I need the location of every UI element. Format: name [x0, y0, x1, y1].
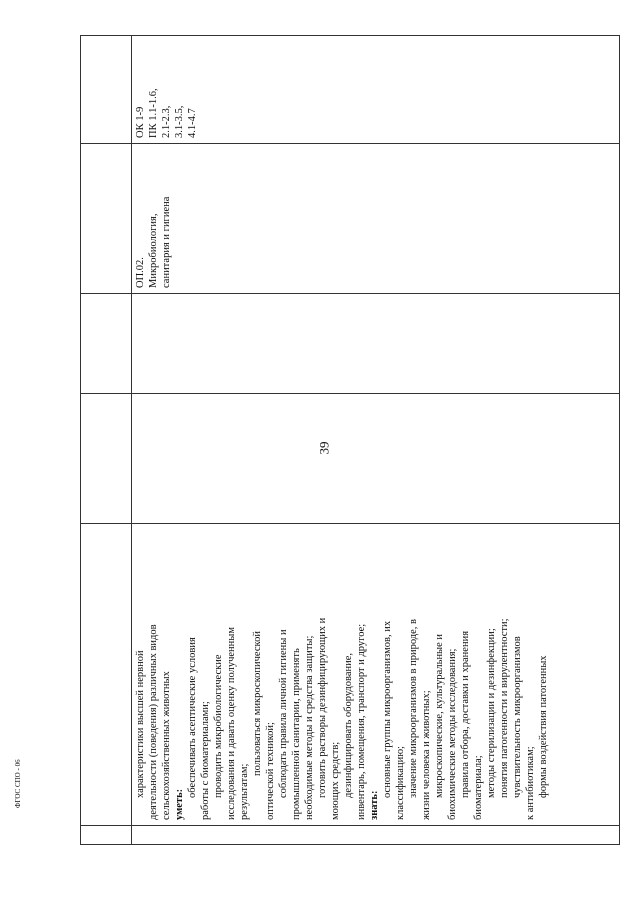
competency-table [80, 35, 620, 845]
discipline-name-line: санитария и гигиена [161, 196, 172, 288]
competencies-cell [134, 88, 199, 138]
skills-line: промышленной санитарии, применять [291, 648, 302, 820]
page-number: 39 [316, 441, 332, 455]
skills-line: методы стерилизации и дезинфекции; [486, 628, 497, 798]
skills-line: готовить растворы дезинфицирующих и [317, 617, 328, 798]
table-column-divider [81, 143, 619, 144]
discipline-cell [134, 197, 173, 288]
skills-line: пользоваться микроскопической [252, 631, 263, 776]
competency-line: 4.1-4.7 [187, 108, 198, 138]
competency-line: ОК 1-9 [135, 106, 146, 138]
table-column-divider [81, 825, 619, 826]
skills-line: знать: [369, 790, 380, 820]
skills-line: обеспечивать асептические условия [187, 637, 198, 798]
skills-line: к антибиотикам; [525, 746, 536, 820]
discipline-code: ОП.02. [135, 257, 146, 288]
rotated-page [80, 35, 620, 845]
skills-line: сельскохозяйственных животных [161, 671, 172, 820]
document-footer: ФГОС СПО - 06 [14, 759, 22, 808]
skills-line: уметь: [174, 788, 185, 820]
skills-line: проводить микробиологические [213, 654, 224, 798]
skills-line: классификацию; [395, 746, 406, 820]
skills-line: моющих средств; [330, 741, 341, 820]
competency-line: ПК 1.1-1.6, [148, 88, 159, 138]
skills-line: характеристики высшей нервной [135, 650, 146, 798]
skills-line: значение микроорганизмов в природе, в [408, 619, 419, 798]
skills-knowledge-cell [134, 618, 550, 820]
table-column-divider [81, 393, 619, 394]
skills-line: правила отбора, доставки и хранения [460, 630, 471, 798]
skills-line: исследования и давать оценку полученным [226, 627, 237, 820]
discipline-name-line: Микробиология, [148, 213, 159, 288]
skills-line: жизни человека и животных; [421, 690, 432, 820]
skills-line: результатам; [239, 763, 250, 820]
competency-line: 3.1-3.5, [174, 105, 185, 138]
skills-line: основные группы микроорганизмов, их [382, 620, 393, 798]
table-column-divider [81, 523, 619, 524]
skills-line: работы с биоматериалами; [200, 701, 211, 820]
skills-line: формы воздействия патогенных [538, 655, 549, 798]
skills-line: биохимические методы исследования; [447, 648, 458, 820]
table-row-divider [131, 36, 132, 844]
skills-line: оптической техникой; [265, 722, 276, 820]
skills-line: деятельности (поведения) различных видов [148, 624, 159, 820]
skills-line: биоматериала; [473, 755, 484, 820]
skills-line: соблюдать правила личной гигиены и [278, 629, 289, 798]
competency-line: 2.1-2.3, [161, 105, 172, 138]
skills-line: чувствительность микроорганизмов [512, 636, 523, 798]
skills-line: инвентарь, помещения, транспорт и другое; [356, 623, 367, 820]
skills-line: необходимые методы и средства защиты; [304, 635, 315, 820]
skills-line: дезинфицировать оборудование, [343, 652, 354, 798]
skills-line: понятия патогенности и вирулентности; [499, 618, 510, 798]
table-column-divider [81, 293, 619, 294]
skills-line: микроскопические, культуральные и [434, 633, 445, 798]
